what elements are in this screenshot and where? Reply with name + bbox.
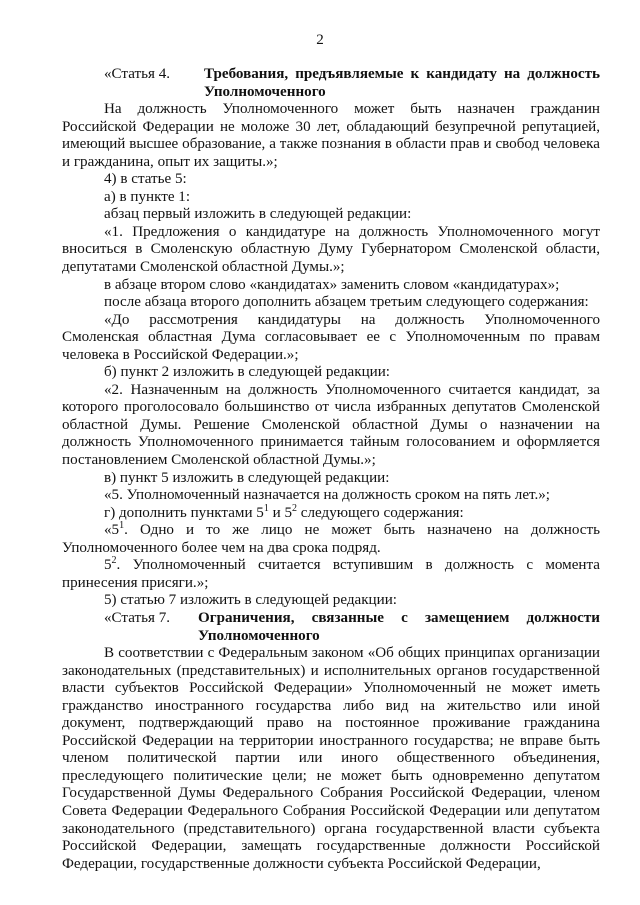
article-7-title: Ограничения, связанные с замещением должности Уполномоченного xyxy=(198,609,600,644)
article-4-title: Требования, предъявляемые к кандидату на должность Уполномоченного xyxy=(204,66,600,100)
point-5-2-body: . Уполномоченный считается вступившим в должность с момента принесения присяги.»; xyxy=(62,557,600,591)
point-2-text: «2. Назначенным на должность Уполномоченного считается кандидат, за которого проголосовало большинство от числа избранных депутатов Смоленской областной Думы. Решение Смоленской областной Думы о назначении на должность Уполномоченного принимается тайным голосованием и оформляется постановлением Смоленской областной Думы.»; xyxy=(62,381,600,469)
point-5-1-text xyxy=(62,522,600,557)
item-g-sup-2: 2 xyxy=(292,502,298,514)
point-1-text: «1. Предложения о кандидатуре на должность Уполномоченного могут вноситься в Смоленскую областную Думу Губернатором Смоленской области, депутатами Смоленской областной Думы.»; xyxy=(62,223,600,276)
item-g-pre: г) дополнить пунктами 5 xyxy=(104,504,264,521)
after-paragraph-second: после абзаца второго дополнить абзацем третьим следующего содержания: xyxy=(104,294,589,311)
article-4-heading xyxy=(62,66,600,101)
paragraph-first-edit: абзац первый изложить в следующей редакции: xyxy=(104,206,412,223)
item-v: в) пункт 5 изложить в следующей редакции: xyxy=(104,469,390,486)
item-b: б) пункт 2 изложить в следующей редакции: xyxy=(104,364,390,381)
page-number: 2 xyxy=(316,32,324,48)
article-7-text: В соответствии с Федеральным законом «Об общих принципах организации законодательных (представительных) и исполнительных органов государственной власти субъектов Российской Федерации» Уполномоченный не может иметь гражданство иностранного государства либо вид на жительство или иной документ, подтверждающий право на постоянное проживание гражданина Российской Федерации на территории иностранного государства; не вправе быть членом политической партии или иного общественного объединения, преследующего политические цели; не может быть одновременно депутатом Государственной Думы Федерального Собрания Российской Федерации, членом Совета Федерации Федерального Собрания Российской Федерации или депутатом законодательного (представительного) органа государственной власти субъекта Российской Федерации, замещать государственные должности Российской Федерации, государственные должности субъекта Российской Федерации, xyxy=(62,645,600,872)
item-g-sup-1: 1 xyxy=(263,502,269,514)
document-body xyxy=(62,66,600,873)
article-7-label: «Статья 7. xyxy=(104,609,171,626)
item-a: а) в пункте 1: xyxy=(104,188,191,205)
point-5-text: «5. Уполномоченный назначается на должность сроком на пять лет.»; xyxy=(104,487,551,504)
point-5-1-pre: «5 xyxy=(104,522,120,539)
point-5-2-sup: 2 xyxy=(111,555,117,567)
point-5-2-pre: 5 xyxy=(104,557,112,574)
item-g-post: следующего содержания: xyxy=(297,504,464,521)
item-5: 5) статью 7 изложить в следующей редакции: xyxy=(104,592,397,609)
before-consideration-text: «До рассмотрения кандидатуры на должность Уполномоченного Смоленская областная Дума согласовывает ее с Уполномоченным по правам человека в Российской Федерации.»; xyxy=(62,311,600,363)
point-5-1-body: . Одно и то же лицо не может быть назначено на должность Уполномоченного более чем на два срока подряд. xyxy=(62,522,600,556)
point-5-2-text xyxy=(62,557,600,592)
item-g-mid: и 5 xyxy=(268,504,293,521)
paragraph-second-edit: в абзаце втором слово «кандидатах» заменить словом «кандидатурах»; xyxy=(104,276,560,293)
item-4: 4) в статье 5: xyxy=(104,171,187,188)
article-7-heading xyxy=(62,610,600,645)
article-4-text: На должность Уполномоченного может быть назначен гражданин Российской Федерации не моложе 30 лет, обладающий безупречной репутацией, имеющий высшее образование, а также познания в области прав и свобод человека и гражданина, опыт их защиты.»; xyxy=(62,101,600,170)
item-g xyxy=(62,502,600,523)
point-5-1-sup: 1 xyxy=(119,520,125,532)
article-4-label: «Статья 4. xyxy=(104,66,171,82)
